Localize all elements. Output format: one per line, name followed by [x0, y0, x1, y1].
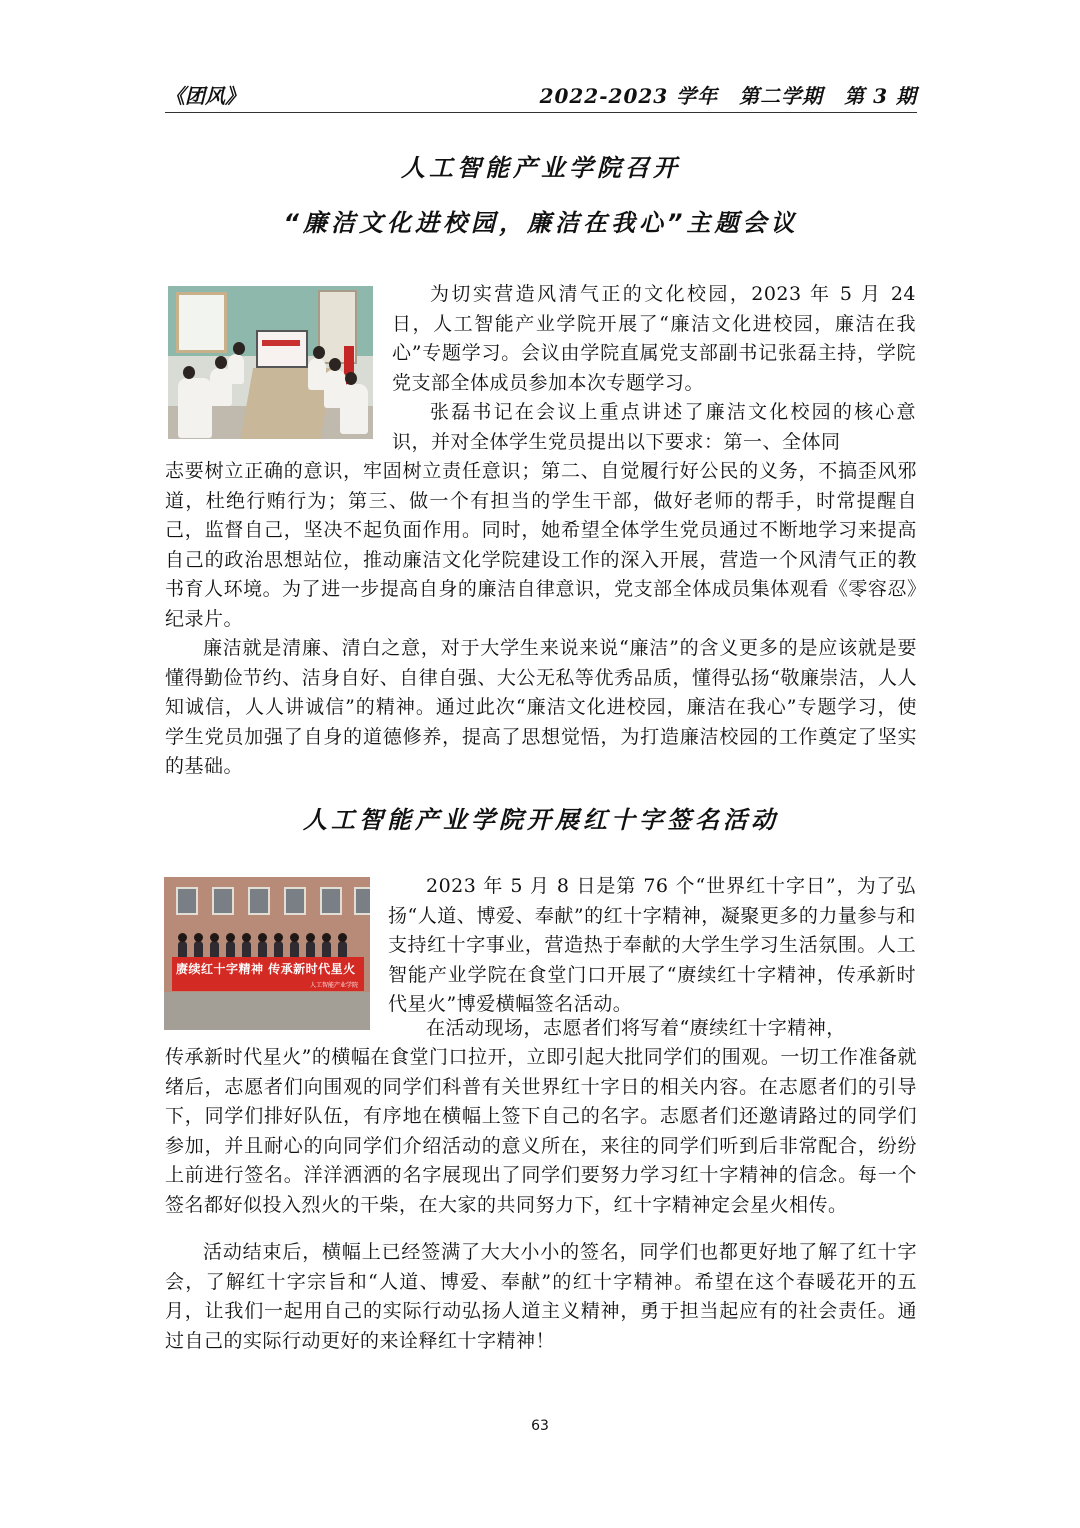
banner-text: 赓续红十字精神 传承新时代星火 [176, 962, 356, 976]
article1-paragraph-3: 廉洁就是清廉、清白之意，对于大学生来说来说“廉洁”的含义更多的是应该就是要懂得勤俭节约、洁身自好、自律自强、大公无私等优秀品质，懂得弘扬“敬廉崇洁，人人知诚信，人人讲诚信”的精神。通过此次“廉洁文化进校园，廉洁在我心”专题学习，使学生党员加强了自身的道德修养，提高了思想觉悟，为打造廉洁校园的工作奠定了坚实的基础。 [165, 637, 917, 777]
journal-name: 《团风》 [165, 84, 245, 108]
page-header [165, 78, 917, 113]
article2-paragraph-1: 2023 年 5 月 8 日是第 76 个“世界红十字日”，为了弘扬“人道、博爱、奉献”的红十字精神，凝聚更多的力量参与和支持红十字事业，营造热于奉献的大学生学习生活氛围。人工智能产业学院在食堂门口开展了“赓续红十字精神，传承新时代星火”博爱横幅签名活动。 [388, 875, 916, 1015]
issue-info: 2022-2023 学年 第二学期 第 3 期 [539, 84, 917, 108]
article1-paragraph-2a: 张磊书记在会议上重点讲述了廉洁文化校园的核心意识，并对全体学生党员提出以下要求：第一、全体同 [392, 401, 916, 453]
article1-title-line2: “廉洁文化进校园，廉洁在我心”主题会议 [283, 209, 799, 237]
red-cross-banner-photo [164, 877, 370, 1030]
article1-title-line1: 人工智能产业学院召开 [401, 154, 681, 182]
page-number: 63 [531, 1418, 549, 1434]
article1-paragraph-2b: 志要树立正确的意识，牢固树立责任意识；第二、自觉履行好公民的义务，不搞歪风邪道，杜绝行贿行为；第三、做一个有担当的学生干部，做好老师的帮手，时常提醒自己，监督自己，坚决不起负面作用。同时，她希望全体学生党员通过不断地学习来提高自己的政治思想站位，推动廉洁文化学院建设工作的深入开展，营造一个风清气正的教书育人环境。为了进一步提高自身的廉洁自律意识，党支部全体成员集体观看《零容忍》纪录片。 [165, 460, 917, 630]
banner [172, 957, 364, 991]
meeting-photo [168, 286, 373, 439]
banner-subtext: 人工智能产业学院 [309, 982, 358, 989]
article2-title: 人工智能产业学院开展红十字签名活动 [303, 806, 779, 834]
article2-paragraph-3: 活动结束后，横幅上已经签满了大大小小的签名，同学们也都更好地了解了红十字会，了解红十字宗旨和“人道、博爱、奉献”的红十字精神。希望在这个春暖花开的五月，让我们一起用自己的实际行动弘扬人道主义精神，勇于担当起应有的社会责任。通过自己的实际行动更好的来诠释红十字精神！ [165, 1241, 917, 1352]
article2-paragraph-2a: 在活动现场，志愿者们将写着“赓续红十字精神， [426, 1017, 846, 1039]
article1-paragraph-1: 为切实营造风清气正的文化校园，2023 年 5 月 24 日，人工智能产业学院开展了“廉洁文化进校园，廉洁在我心”专题学习。会议由学院直属党支部副书记张磊主持，学院党支部全体成员参加本次专题学习。 [392, 283, 916, 394]
article2-paragraph-2b: 传承新时代星火”的横幅在食堂门口拉开，立即引起大批同学们的围观。一切工作准备就绪后，志愿者们向围观的同学们科普有关世界红十字日的相关内容。在志愿者们的引导下，同学们排好队伍，有序地在横幅上签下自己的名字。志愿者们还邀请路过的同学们参加，并且耐心的向同学们介绍活动的意义所在，来往的同学们听到后非常配合，纷纷上前进行签名。洋洋洒洒的名字展现出了同学们要努力学习红十字精神的信念。每一个签名都好似投入烈火的干柴，在大家的共同努力下，红十字精神定会星火相传。 [165, 1046, 917, 1216]
